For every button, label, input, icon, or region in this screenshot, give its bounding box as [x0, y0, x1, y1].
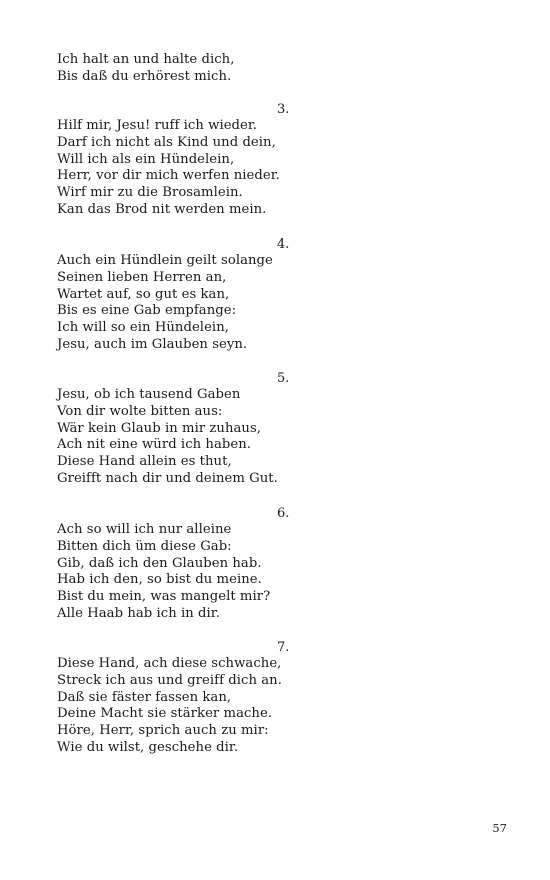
page-number: 57	[492, 821, 507, 835]
verse-line: Daß sie fäster fassen kan,	[57, 689, 232, 705]
stanza-number: 6.	[277, 506, 290, 521]
verse-line: Kan das Brod nit werden mein.	[57, 201, 267, 217]
verse-line: Hab ich den, so bist du meine.	[57, 572, 262, 588]
verse-line: Wartet auf, so gut es kan,	[57, 286, 230, 302]
verse-line: Jesu, ob ich tausend Gaben	[57, 387, 241, 402]
stanza-number: 5.	[277, 371, 290, 386]
verse-line: Deine Macht sie stärker mache.	[57, 706, 273, 722]
verse-line: Will ich als ein Hündelein,	[57, 151, 235, 167]
verse-line: Höre, Herr, sprich auch zu mir:	[57, 723, 269, 739]
verse-line: Ach nit eine würd ich haben.	[57, 437, 252, 453]
verse-line: Ich halt an und halte dich,	[57, 52, 235, 67]
verse-line: Wär kein Glaub in mir zuhaus,	[57, 420, 262, 436]
verse-line: Streck ich aus und greiff dich an.	[57, 672, 282, 688]
verse-line: Bitten dich üm diese Gab:	[57, 538, 232, 554]
verse-line: Darf ich nicht als Kind und dein,	[57, 134, 276, 150]
verse-line: Jesu, auch im Glauben seyn.	[57, 336, 248, 352]
verse-line: Bis es eine Gab empfange:	[57, 303, 237, 319]
verse-line: Wie du wilst, geschehe dir.	[57, 739, 239, 755]
verse-line: Alle Haab hab ich in dir.	[57, 605, 220, 621]
verse-line: Herr, vor dir mich werfen nieder.	[57, 168, 280, 184]
stanza-number: 4.	[277, 237, 290, 252]
verse-line: Seinen lieben Herren an,	[57, 269, 227, 285]
verse-line: Hilf mir, Jesu! ruff ich wieder.	[57, 118, 258, 133]
verse-line: Greifft nach dir und deinem Gut.	[57, 470, 278, 486]
verse-line: Ach so will ich nur alleine	[57, 522, 232, 537]
stanza-number: 3.	[277, 102, 290, 117]
verse-line: Diese Hand allein es thut,	[57, 454, 232, 470]
verse-line: Bis daß du erhörest mich.	[57, 68, 232, 84]
stanza-number: 7.	[277, 640, 290, 655]
verse-line: Auch ein Hündlein geilt solange	[57, 253, 273, 268]
verse-line: Gib, daß ich den Glauben hab.	[57, 555, 262, 571]
intro-lines	[57, 52, 234, 86]
verse-line: Bist du mein, was mangelt mir?	[57, 589, 271, 605]
verse-line: Ich will so ein Hündelein,	[57, 320, 229, 336]
verse-line: Von dir wolte bitten aus:	[57, 403, 223, 419]
verse-line: Diese Hand, ach diese schwache,	[57, 656, 282, 671]
verse-line: Wirf mir zu die Brosamlein.	[57, 185, 243, 201]
